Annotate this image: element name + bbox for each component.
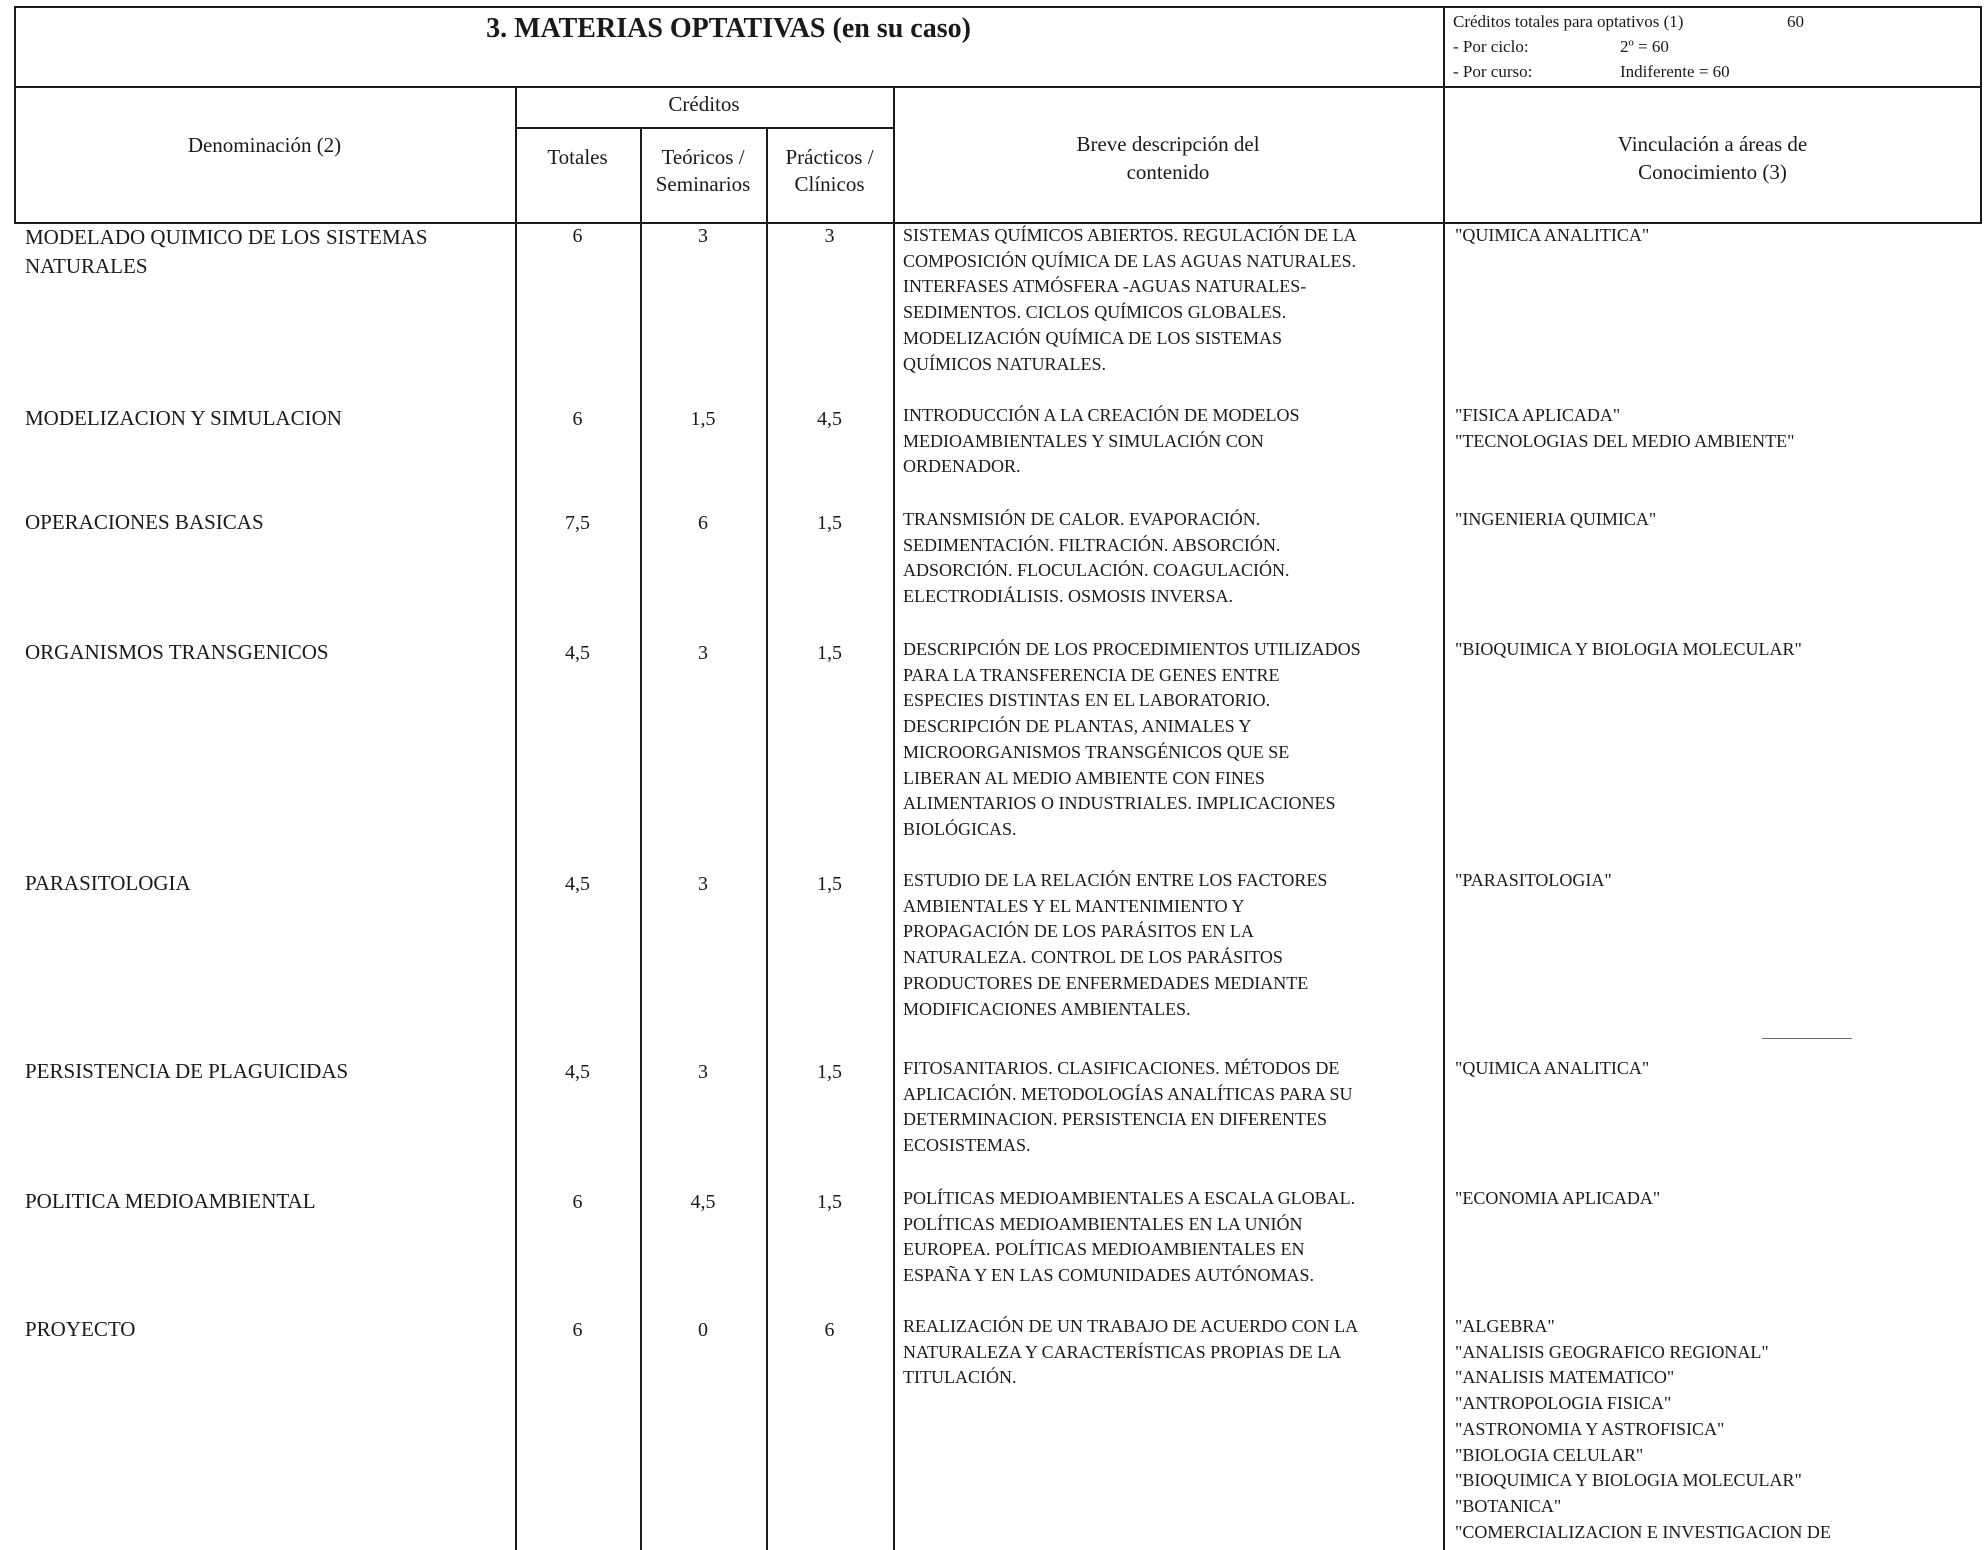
row-totales: 4,5 (565, 642, 590, 664)
header-denominacion: Denominación (2) (187, 133, 342, 157)
row-name: PERSISTENCIA DE PLAGUICIDAS (25, 1059, 349, 1083)
header-teoricos-line2: Seminarios (655, 172, 751, 196)
row-teoricos: 1,5 (690, 408, 716, 430)
row-areas: "PARASITOLOGIA" (1455, 870, 1612, 890)
col-divider-descripcion (1443, 86, 1445, 1550)
row-teoricos: 3 (698, 1061, 708, 1083)
credits-curso-label: - Por curso: (1453, 62, 1533, 81)
row-totales: 6 (572, 408, 583, 430)
row-teoricos: 3 (698, 225, 708, 247)
header-creditos: Créditos (668, 92, 740, 116)
row-descripcion: REALIZACIÓN DE UN TRABAJO DE ACUERDO CON LA NATURALEZA Y CARACTERÍSTICAS PROPIAS DE LA TITULACIÓN. (903, 1316, 1359, 1388)
header-practicos-line1: Prácticos / (785, 145, 874, 169)
row-totales: 6 (572, 1319, 583, 1341)
row-areas: "ALGEBRA" "ANALISIS GEOGRAFICO REGIONAL" "ANALISIS MATEMATICO" "ANTROPOLOGIA FISICA" "ASTRONOMIA Y ASTROFISICA" "BIOLOGIA CELULAR" "BIOQUIMICA Y BIOLOGIA MOLECULAR" "BOTANICA" "COMERCIALIZACION E INVESTIGACION DE (1455, 1316, 1831, 1542)
col-divider-practicos (893, 86, 895, 1550)
row-name: PROYECTO (25, 1317, 136, 1341)
row-practicos: 1,5 (817, 1191, 842, 1213)
title-row-bottom-border (14, 86, 1982, 88)
row-teoricos: 3 (698, 642, 708, 664)
credits-ciclo-label: - Por ciclo: (1453, 37, 1529, 56)
row-descripcion: ESTUDIO DE LA RELACIÓN ENTRE LOS FACTORES AMBIENTALES Y EL MANTENIMIENTO Y PROPAGACIÓN DE LOS PARÁSITOS EN LA NATURALEZA. CONTROL DE LOS PARÁSITOS PRODUCTORES DE ENFERMEDADES MEDIANTE MODIFICACIONES AMBIENTALES. (903, 870, 1328, 1019)
credits-curso-value: Indiferente = 60 (1620, 62, 1730, 81)
row-practicos: 6 (824, 1319, 835, 1341)
row-teoricos: 0 (698, 1319, 708, 1341)
row-areas: "QUIMICA ANALITICA" (1455, 1058, 1650, 1078)
header-descripcion-line1: Breve descripción del (1076, 132, 1260, 156)
row-practicos: 1,5 (817, 873, 842, 895)
credits-total-value: 60 (1787, 12, 1804, 31)
row-practicos: 1,5 (817, 642, 842, 664)
credits-total-label: Créditos totales para optativos (1) (1453, 12, 1684, 31)
row-descripcion: TRANSMISIÓN DE CALOR. EVAPORACIÓN. SEDIMENTACIÓN. FILTRACIÓN. ABSORCIÓN. ADSORCIÓN. FLOCULACIÓN. COAGULACIÓN. ELECTRODIÁLISIS. OSMOSIS INVERSA. (903, 509, 1290, 607)
row-name: OPERACIONES BASICAS (25, 510, 264, 534)
header-totales: Totales (547, 145, 608, 169)
row-teoricos: 6 (698, 512, 708, 534)
row-name: MODELADO QUIMICO DE LOS SISTEMAS NATURALES (25, 225, 428, 278)
row-practicos: 3 (824, 225, 835, 247)
row-totales: 7,5 (565, 512, 590, 534)
row-areas: "QUIMICA ANALITICA" (1455, 225, 1650, 245)
row-practicos: 4,5 (817, 408, 842, 430)
row-descripcion: POLÍTICAS MEDIOAMBIENTALES A ESCALA GLOBAL. POLÍTICAS MEDIOAMBIENTALES EN LA UNIÓN EUROPEA. POLÍTICAS MEDIOAMBIENTALES EN ESPAÑA Y EN LAS COMUNIDADES AUTÓNOMAS. (903, 1188, 1356, 1286)
row-descripcion: DESCRIPCIÓN DE LOS PROCEDIMIENTOS UTILIZADOS PARA LA TRANSFERENCIA DE GENES ENTRE ESPECIES DISTINTAS EN EL LABORATORIO. DESCRIPCIÓN DE PLANTAS, ANIMALES Y MICROORGANISMOS TRANSGÉNICOS QUE SE LIBERAN AL MEDIO AMBIENTE CON FINES ALIMENTARIOS O INDUSTRIALES. IMPLICACIONES BIOLÓGICAS. (903, 639, 1361, 839)
row-teoricos: 3 (698, 873, 708, 895)
creditos-subheader-border (515, 127, 895, 129)
credits-ciclo-value: 2º = 60 (1620, 37, 1669, 56)
row-descripcion: SISTEMAS QUÍMICOS ABIERTOS. REGULACIÓN DE LA COMPOSICIÓN QUÍMICA DE LAS AGUAS NATURALES. INTERFASES ATMÓSFERA -AGUAS NATURALES- SEDIMENTOS. CICLOS QUÍMICOS GLOBALES. MODELIZACIÓN QUÍMICA DE LOS SISTEMAS QUÍMICOS NATURALES. (903, 225, 1357, 374)
row-practicos: 1,5 (817, 1061, 842, 1083)
header-practicos-line2: Clínicos (794, 172, 865, 196)
row-descripcion: INTRODUCCIÓN A LA CREACIÓN DE MODELOS MEDIOAMBIENTALES Y SIMULACIÓN CON ORDENADOR. (903, 405, 1300, 477)
row-totales: 6 (572, 1191, 583, 1213)
row-areas: "FISICA APLICADA" "TECNOLOGIAS DEL MEDIO AMBIENTE" (1455, 405, 1795, 451)
row-totales: 4,5 (565, 1061, 590, 1083)
table-right-border (1980, 6, 1982, 223)
page-title: 3. MATERIAS OPTATIVAS (en su caso) (486, 13, 971, 44)
row-totales: 6 (572, 225, 583, 247)
row-name: POLITICA MEDIOAMBIENTAL (25, 1189, 316, 1213)
row-practicos: 1,5 (817, 512, 842, 534)
header-vinculacion-line2: Conocimiento (3) (1638, 160, 1787, 184)
table-top-border (14, 6, 1982, 8)
row-name: MODELIZACION Y SIMULACION (25, 406, 342, 430)
row-totales: 4,5 (565, 873, 590, 895)
header-vinculacion-line1: Vinculación a áreas de (1617, 132, 1808, 156)
stray-scan-mark (1762, 1038, 1852, 1039)
row-descripcion: FITOSANITARIOS. CLASIFICACIONES. MÉTODOS DE APLICACIÓN. METODOLOGÍAS ANALÍTICAS PARA SU DETERMINACION. PERSISTENCIA EN DIFERENTES ECOSISTEMAS. (903, 1058, 1353, 1156)
credits-box-left-border (1443, 6, 1445, 88)
header-descripcion-line2: contenido (1126, 160, 1210, 184)
row-areas: "BIOQUIMICA Y BIOLOGIA MOLECULAR" (1455, 639, 1802, 659)
row-name: PARASITOLOGIA (25, 871, 191, 895)
row-areas: "INGENIERIA QUIMICA" (1455, 509, 1657, 529)
row-name: ORGANISMOS TRANSGENICOS (25, 640, 329, 664)
header-teoricos-line1: Teóricos / (661, 145, 745, 169)
row-teoricos: 4,5 (690, 1191, 716, 1213)
row-areas: "ECONOMIA APLICADA" (1455, 1188, 1661, 1208)
